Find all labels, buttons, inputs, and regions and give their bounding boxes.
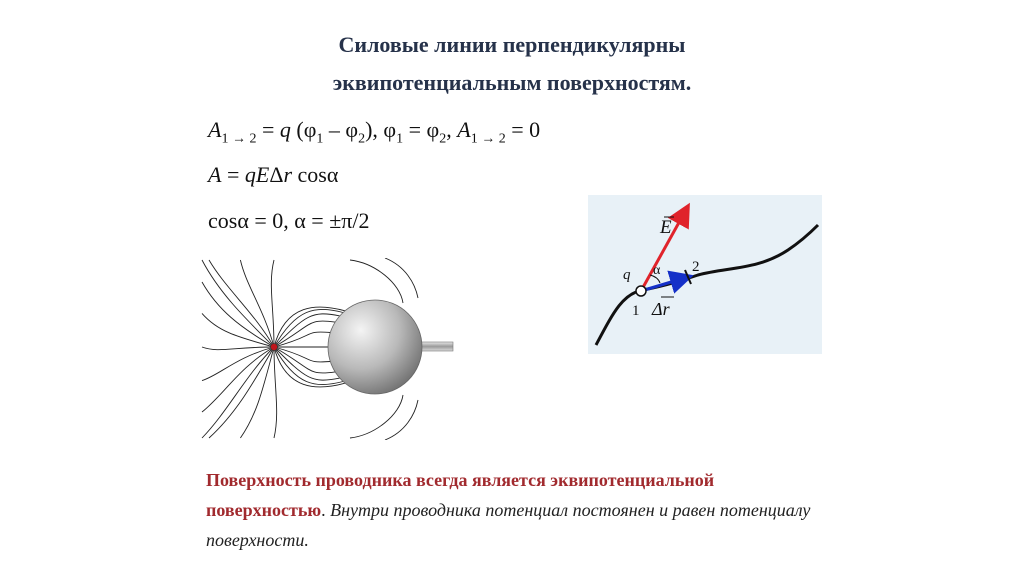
f2-r: r (283, 162, 293, 187)
field-lines-figure (200, 258, 455, 440)
conclusion-italic: Внутри проводника потенциал постоянен и равен потенциалу поверхности. (206, 500, 811, 550)
equals: = (256, 117, 280, 142)
field-line (202, 347, 274, 412)
f2-lhs: A (208, 162, 222, 187)
phi-eq: = φ (403, 117, 440, 142)
conducting-sphere (328, 300, 422, 394)
sub-1b: 1 (396, 131, 404, 147)
field-line (240, 260, 274, 347)
title-line-2: эквипотенциальным поверхностям. (332, 70, 692, 95)
title-line-1: Силовые линии перпендикулярны (338, 32, 686, 57)
label-dr: Δr (652, 299, 670, 319)
phi-minus: – φ (323, 117, 359, 142)
sub-2b: 2 (439, 131, 447, 147)
slide-title (262, 26, 762, 102)
field-line (202, 347, 274, 438)
label-2: 2 (692, 259, 700, 275)
label-alpha: α (653, 263, 661, 278)
conclusion-period: . (321, 500, 331, 520)
field-line (209, 260, 274, 347)
conclusion-text (206, 465, 836, 555)
field-line (274, 321, 335, 347)
label-q: q (623, 267, 631, 283)
field-line (202, 260, 274, 347)
formula-work-equipotential (208, 117, 540, 147)
equals-zero: = 0 (505, 117, 541, 142)
f2-eq: = (221, 162, 245, 187)
conclusion-bold: Поверхность проводника всегда является эквипотенциальной поверхностью (206, 470, 715, 520)
separator: , (446, 117, 458, 142)
symbol-q: q (279, 117, 291, 142)
phi-close: ), φ (365, 117, 397, 142)
charge-point-1 (636, 286, 646, 296)
symbol-A: A (208, 117, 222, 142)
subscript-1-2: 1 → 2 (221, 131, 257, 147)
field-line (274, 347, 335, 373)
f2-cos: cosα (292, 162, 339, 187)
field-line (209, 347, 274, 438)
field-line (202, 347, 274, 350)
sub-2: 2 (358, 131, 366, 147)
field-line (240, 347, 274, 438)
field-line-outer (385, 400, 418, 440)
formula-work-cos (208, 162, 338, 188)
field-line-outer (385, 258, 418, 298)
label-E: E (660, 217, 672, 238)
point-charge (271, 344, 277, 350)
formula-cos-zero: cosα = 0, α = ±π/2 (208, 208, 370, 233)
f2-delta: Δ (269, 162, 284, 187)
field-line (274, 347, 277, 438)
f2-qE: qE (244, 162, 270, 187)
symbol-A2: A (457, 117, 471, 142)
field-line (271, 260, 274, 347)
field-line (202, 282, 274, 347)
field-line-outer (350, 395, 403, 438)
field-line-outer (350, 260, 403, 303)
sub-1: 1 (316, 131, 324, 147)
phi-open: (φ (290, 117, 317, 142)
subscript-1-2b: 1 → 2 (470, 131, 506, 147)
label-1: 1 (632, 303, 640, 319)
equipotential-diagram (588, 195, 822, 354)
